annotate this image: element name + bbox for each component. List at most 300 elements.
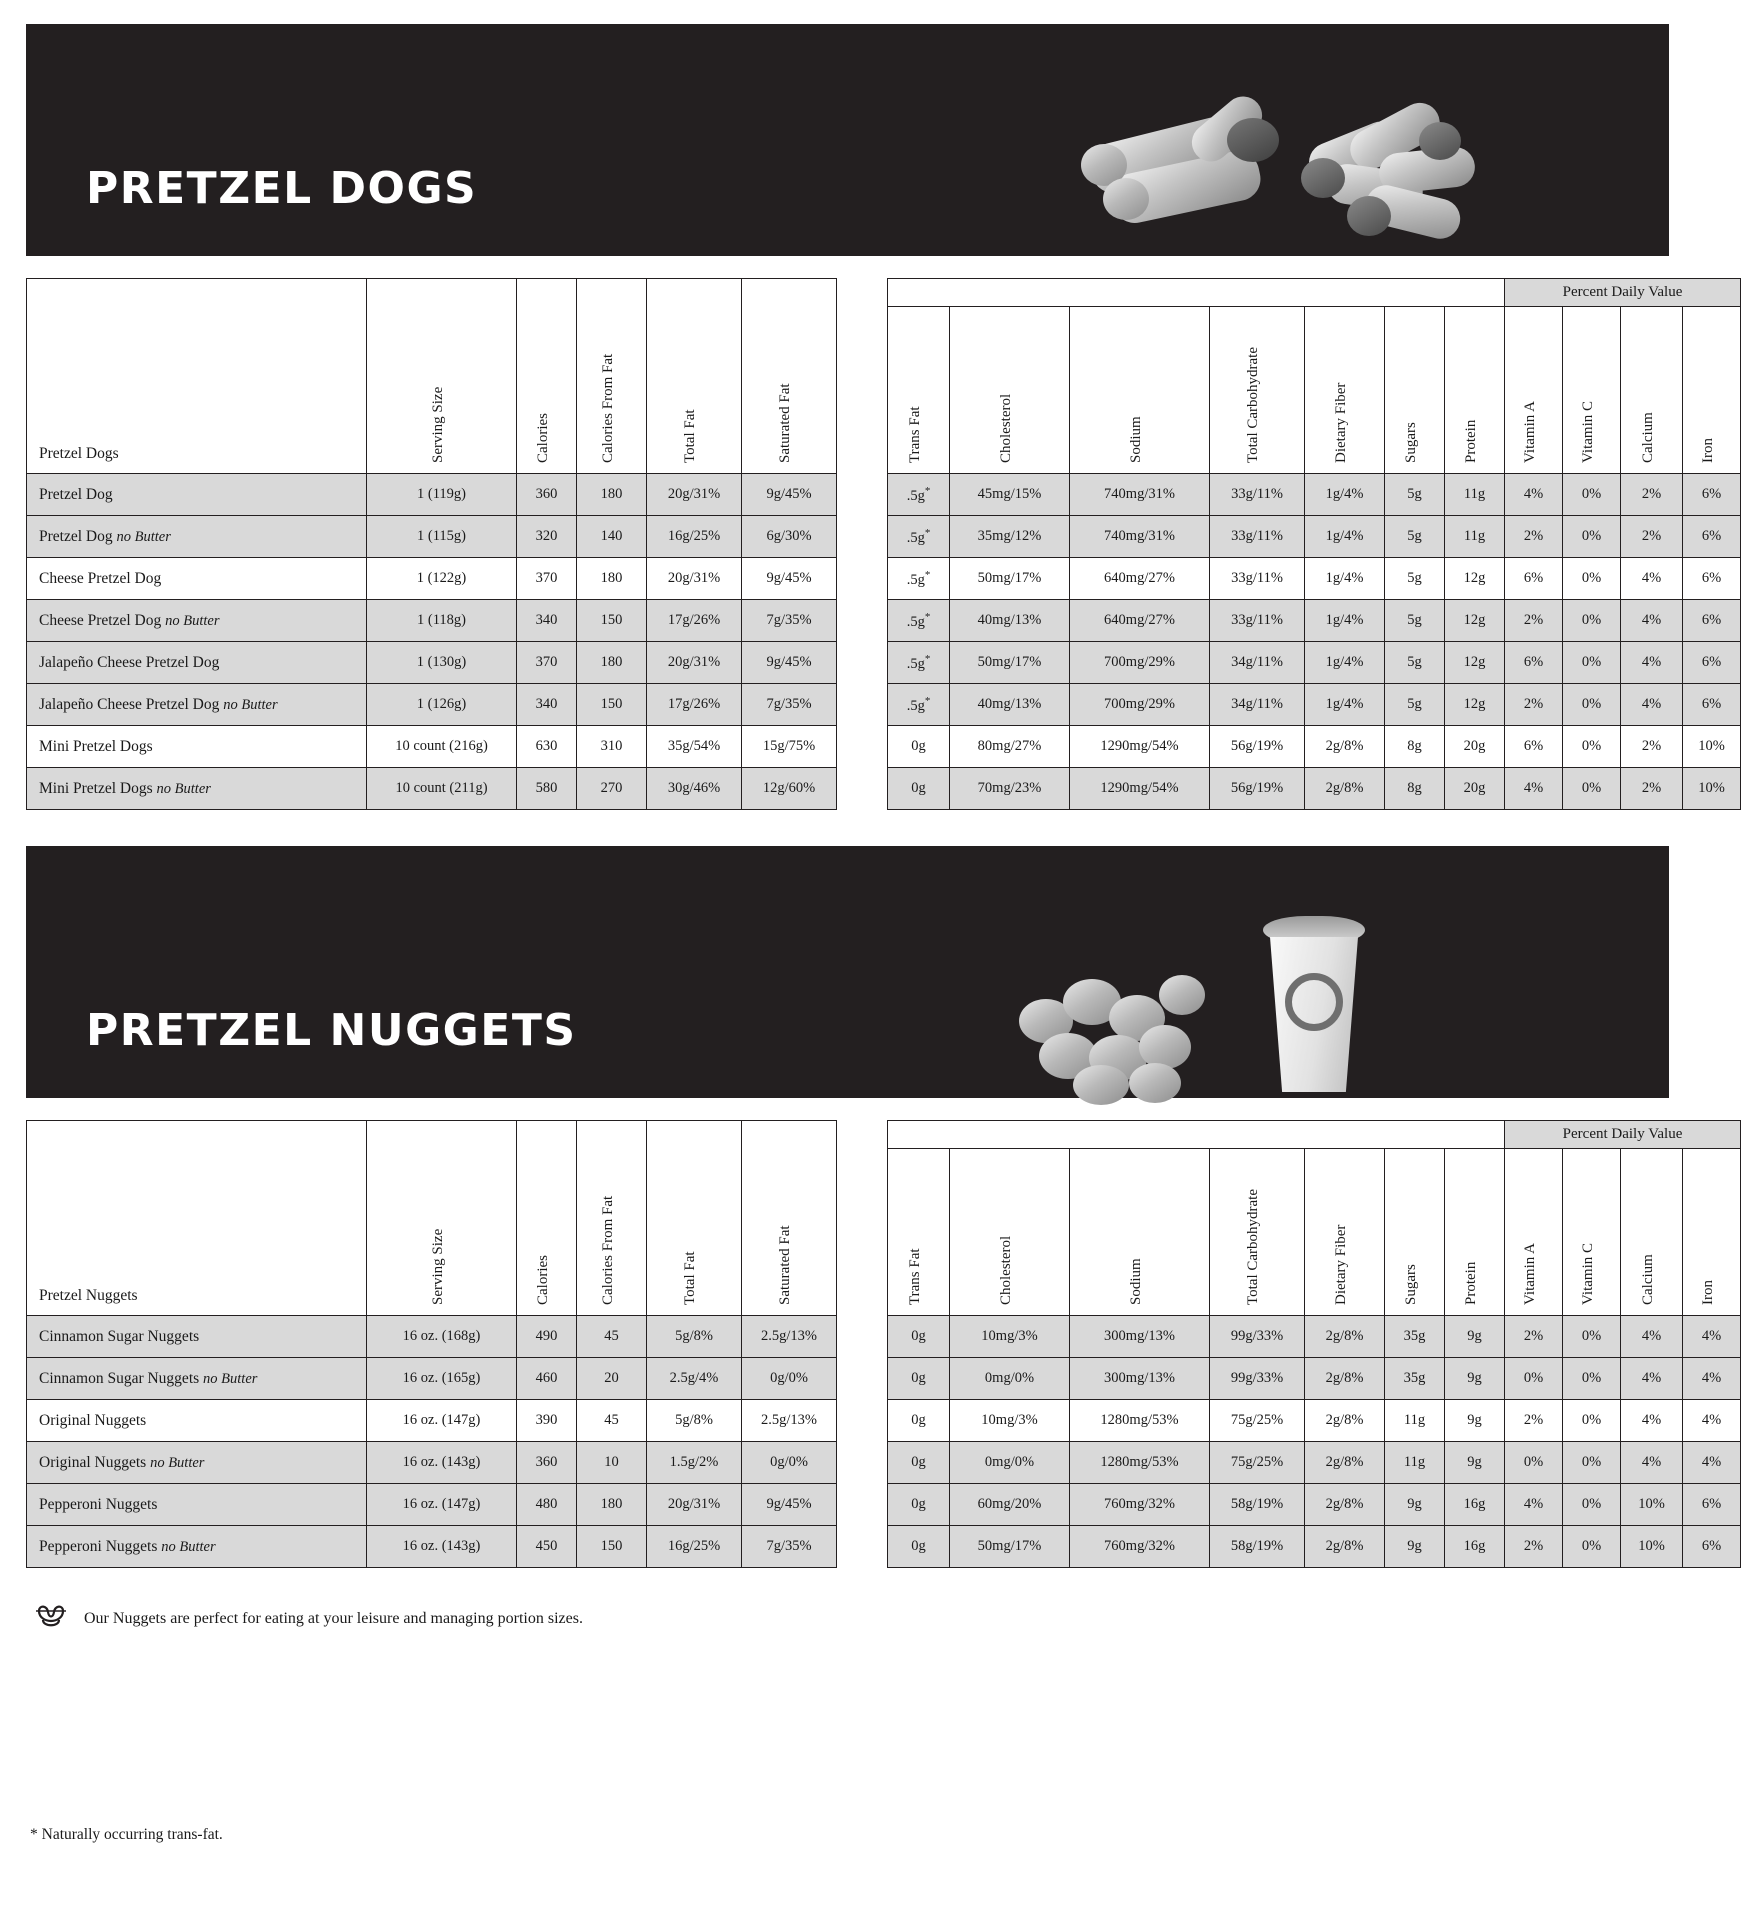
cell-protein: 12g: [1445, 642, 1505, 684]
cell-fiber: 2g/8%: [1305, 1400, 1385, 1442]
cell-sodium: 300mg/13%: [1070, 1358, 1210, 1400]
trans-fat-asterisk: *: [924, 652, 931, 665]
cell-calcium: 10%: [1621, 1484, 1683, 1526]
cell-protein: 20g: [1445, 726, 1505, 768]
cell-serving-size: 16 oz. (168g): [367, 1316, 517, 1358]
cell-serving-size: 1 (119g): [367, 474, 517, 516]
table-header-calories-from-fat: Calories From Fat: [577, 1121, 647, 1316]
cell-sodium: 700mg/29%: [1070, 642, 1210, 684]
table-header-sodium: Sodium: [1070, 1149, 1210, 1316]
row-item-name: Jalapeño Cheese Pretzel Dog: [27, 642, 367, 684]
cell-iron: 10%: [1683, 768, 1741, 810]
table-header-item: Pretzel Nuggets: [27, 1121, 367, 1316]
cell-vitamin-a: 6%: [1505, 558, 1563, 600]
cell-vitamin-c: 0%: [1563, 1400, 1621, 1442]
table-row: [27, 1442, 837, 1484]
table-row: [27, 726, 837, 768]
cell-total-fat: 16g/25%: [647, 516, 742, 558]
nuggets-note-text: Our Nuggets are perfect for eating at your leisure and managing portion sizes.: [84, 1610, 583, 1627]
cell-total-fat: 17g/26%: [647, 684, 742, 726]
cell-sodium: 760mg/32%: [1070, 1484, 1210, 1526]
table-row: [27, 600, 837, 642]
cell-sugars: 9g: [1385, 1526, 1445, 1568]
cell-vitamin-c: 0%: [1563, 516, 1621, 558]
cell-sugars: 11g: [1385, 1442, 1445, 1484]
row-item-name: Cheese Pretzel Dog no Butter: [27, 600, 367, 642]
cell-protein: 20g: [1445, 768, 1505, 810]
cell-carbohydrate: 34g/11%: [1210, 642, 1305, 684]
cell-vitamin-c: 0%: [1563, 1316, 1621, 1358]
cell-calories: 370: [517, 642, 577, 684]
cell-vitamin-a: 2%: [1505, 600, 1563, 642]
cell-protein: 16g: [1445, 1526, 1505, 1568]
cell-calories-from-fat: 180: [577, 642, 647, 684]
cell-saturated-fat: 0g/0%: [742, 1358, 837, 1400]
cell-carbohydrate: 75g/25%: [1210, 1442, 1305, 1484]
table-header-iron: Iron: [1683, 307, 1741, 474]
cell-calcium: 4%: [1621, 558, 1683, 600]
cell-fiber: 2g/8%: [1305, 1358, 1385, 1400]
table-header-calories: Calories: [517, 279, 577, 474]
cell-calories-from-fat: 150: [577, 600, 647, 642]
table-header-vitamin-a: Vitamin A: [1505, 1149, 1563, 1316]
cell-carbohydrate: 58g/19%: [1210, 1484, 1305, 1526]
cell-cholesterol: 50mg/17%: [950, 642, 1070, 684]
cell-serving-size: 16 oz. (143g): [367, 1442, 517, 1484]
cell-serving-size: 1 (126g): [367, 684, 517, 726]
cell-calcium: 2%: [1621, 516, 1683, 558]
cell-cholesterol: 10mg/3%: [950, 1400, 1070, 1442]
cell-cholesterol: 40mg/13%: [950, 684, 1070, 726]
table-header-dietary-fiber: Dietary Fiber: [1305, 307, 1385, 474]
cell-sodium: 760mg/32%: [1070, 1526, 1210, 1568]
cell-vitamin-a: 2%: [1505, 1316, 1563, 1358]
table-header-serving-size: Serving Size: [367, 279, 517, 474]
cell-sugars: 11g: [1385, 1400, 1445, 1442]
tables-row-pretzel-nuggets: [0, 1098, 1722, 1568]
cell-sodium: 300mg/13%: [1070, 1316, 1210, 1358]
cell-sodium: 1290mg/54%: [1070, 726, 1210, 768]
nutrition-table-right-dogs: [887, 278, 1741, 810]
cell-calories-from-fat: 45: [577, 1316, 647, 1358]
section-title: PRETZEL NUGGETS: [86, 1005, 577, 1056]
cell-iron: 6%: [1683, 642, 1741, 684]
row-item-name: Pretzel Dog no Butter: [27, 516, 367, 558]
table-row: [27, 558, 837, 600]
cell-total-fat: 5g/8%: [647, 1316, 742, 1358]
table-row: [27, 1526, 837, 1568]
section-banner-pretzel-dogs: [26, 24, 1669, 256]
cell-carbohydrate: 58g/19%: [1210, 1526, 1305, 1568]
table-row: [888, 558, 1741, 600]
cell-vitamin-c: 0%: [1563, 474, 1621, 516]
table-row: [27, 516, 837, 558]
cell-calories-from-fat: 180: [577, 474, 647, 516]
cell-vitamin-a: 6%: [1505, 642, 1563, 684]
table-row: [27, 1484, 837, 1526]
cell-total-fat: 20g/31%: [647, 474, 742, 516]
cell-iron: 6%: [1683, 1526, 1741, 1568]
section-banner-pretzel-nuggets: [26, 846, 1669, 1098]
row-item-name: Jalapeño Cheese Pretzel Dog no Butter: [27, 684, 367, 726]
cell-total-fat: 5g/8%: [647, 1400, 742, 1442]
cell-total-fat: 20g/31%: [647, 558, 742, 600]
cell-saturated-fat: 7g/35%: [742, 1526, 837, 1568]
row-item-name: Original Nuggets: [27, 1400, 367, 1442]
cell-calories: 460: [517, 1358, 577, 1400]
cell-cholesterol: 70mg/23%: [950, 768, 1070, 810]
cell-protein: 12g: [1445, 558, 1505, 600]
cell-cholesterol: 35mg/12%: [950, 516, 1070, 558]
cell-fiber: 1g/4%: [1305, 642, 1385, 684]
cell-cholesterol: 0mg/0%: [950, 1358, 1070, 1400]
cell-fiber: 1g/4%: [1305, 474, 1385, 516]
table-header-calories: Calories: [517, 1121, 577, 1316]
cell-sugars: 35g: [1385, 1358, 1445, 1400]
cell-sodium: 740mg/31%: [1070, 474, 1210, 516]
cell-sugars: 9g: [1385, 1484, 1445, 1526]
table-header-calories-from-fat: Calories From Fat: [577, 279, 647, 474]
cell-fiber: 1g/4%: [1305, 600, 1385, 642]
table-header-sugars: Sugars: [1385, 307, 1445, 474]
row-item-name: Mini Pretzel Dogs no Butter: [27, 768, 367, 810]
nuggets-cup: [1259, 937, 1369, 1092]
cell-saturated-fat: 9g/45%: [742, 642, 837, 684]
cell-calories: 360: [517, 1442, 577, 1484]
trans-fat-asterisk: *: [924, 610, 931, 623]
cell-sugars: 5g: [1385, 474, 1445, 516]
cell-calories-from-fat: 180: [577, 558, 647, 600]
cell-trans-fat: 0g: [888, 1358, 950, 1400]
cell-calories-from-fat: 140: [577, 516, 647, 558]
cell-protein: 9g: [1445, 1316, 1505, 1358]
cell-iron: 6%: [1683, 516, 1741, 558]
cell-protein: 9g: [1445, 1400, 1505, 1442]
cell-sodium: 640mg/27%: [1070, 558, 1210, 600]
cell-trans-fat: .5g*: [888, 558, 950, 600]
table-header-calcium: Calcium: [1621, 307, 1683, 474]
cell-cholesterol: 50mg/17%: [950, 1526, 1070, 1568]
table-header-sugars: Sugars: [1385, 1149, 1445, 1316]
cell-calcium: 4%: [1621, 1358, 1683, 1400]
row-item-name: Pepperoni Nuggets: [27, 1484, 367, 1526]
cell-cholesterol: 80mg/27%: [950, 726, 1070, 768]
cell-calories-from-fat: 180: [577, 1484, 647, 1526]
section-title: PRETZEL DOGS: [86, 163, 478, 214]
table-row: [27, 1316, 837, 1358]
cell-saturated-fat: 9g/45%: [742, 1484, 837, 1526]
table-row: [27, 474, 837, 516]
cell-saturated-fat: 7g/35%: [742, 600, 837, 642]
table-row: [888, 1316, 1741, 1358]
cell-sodium: 1280mg/53%: [1070, 1400, 1210, 1442]
cell-protein: 9g: [1445, 1358, 1505, 1400]
cell-cholesterol: 10mg/3%: [950, 1316, 1070, 1358]
table-row: [888, 1484, 1741, 1526]
cell-cholesterol: 0mg/0%: [950, 1442, 1070, 1484]
cell-saturated-fat: 15g/75%: [742, 726, 837, 768]
cell-vitamin-a: 4%: [1505, 474, 1563, 516]
cell-total-fat: 20g/31%: [647, 642, 742, 684]
cell-calories-from-fat: 270: [577, 768, 647, 810]
nutrition-table-left-nuggets: [26, 1120, 837, 1568]
cell-vitamin-a: 4%: [1505, 1484, 1563, 1526]
cell-serving-size: 1 (122g): [367, 558, 517, 600]
cell-calories: 370: [517, 558, 577, 600]
row-item-name: Cinnamon Sugar Nuggets: [27, 1316, 367, 1358]
cell-carbohydrate: 33g/11%: [1210, 600, 1305, 642]
cell-calcium: 4%: [1621, 1400, 1683, 1442]
cell-trans-fat: .5g*: [888, 684, 950, 726]
cell-protein: 9g: [1445, 1442, 1505, 1484]
cell-iron: 6%: [1683, 684, 1741, 726]
trans-fat-asterisk: *: [924, 694, 931, 707]
cell-fiber: 2g/8%: [1305, 1316, 1385, 1358]
cell-carbohydrate: 56g/19%: [1210, 768, 1305, 810]
cell-vitamin-c: 0%: [1563, 726, 1621, 768]
cell-sugars: 5g: [1385, 600, 1445, 642]
cell-calories: 320: [517, 516, 577, 558]
table-row: [27, 642, 837, 684]
cell-calcium: 4%: [1621, 600, 1683, 642]
cell-protein: 11g: [1445, 474, 1505, 516]
pretzel-nuggets-photo: [1009, 917, 1369, 1092]
cell-saturated-fat: 2.5g/13%: [742, 1316, 837, 1358]
cell-cholesterol: 40mg/13%: [950, 600, 1070, 642]
pdv-spacer: [888, 279, 1505, 307]
cell-serving-size: 10 count (216g): [367, 726, 517, 768]
cell-trans-fat: 0g: [888, 1526, 950, 1568]
cell-calories-from-fat: 20: [577, 1358, 647, 1400]
table-header-serving-size: Serving Size: [367, 1121, 517, 1316]
cell-vitamin-c: 0%: [1563, 558, 1621, 600]
cell-protein: 12g: [1445, 600, 1505, 642]
cell-trans-fat: .5g*: [888, 474, 950, 516]
table-header-total-fat: Total Fat: [647, 279, 742, 474]
table-header-protein: Protein: [1445, 307, 1505, 474]
cell-saturated-fat: 9g/45%: [742, 558, 837, 600]
cell-saturated-fat: 0g/0%: [742, 1442, 837, 1484]
cell-carbohydrate: 33g/11%: [1210, 474, 1305, 516]
cell-calcium: 4%: [1621, 1442, 1683, 1484]
cell-vitamin-a: 4%: [1505, 768, 1563, 810]
cell-serving-size: 16 oz. (143g): [367, 1526, 517, 1568]
cell-saturated-fat: 12g/60%: [742, 768, 837, 810]
cell-saturated-fat: 2.5g/13%: [742, 1400, 837, 1442]
cell-calories: 340: [517, 684, 577, 726]
cell-calories-from-fat: 310: [577, 726, 647, 768]
cell-total-fat: 2.5g/4%: [647, 1358, 742, 1400]
cell-iron: 4%: [1683, 1400, 1741, 1442]
cell-calories: 630: [517, 726, 577, 768]
cell-trans-fat: 0g: [888, 1484, 950, 1526]
cell-sugars: 5g: [1385, 558, 1445, 600]
cell-carbohydrate: 33g/11%: [1210, 516, 1305, 558]
table-row: [888, 684, 1741, 726]
table-header-iron: Iron: [1683, 1149, 1741, 1316]
cell-protein: 12g: [1445, 684, 1505, 726]
table-row: [27, 1400, 837, 1442]
pdv-spacer: [888, 1121, 1505, 1149]
cell-iron: 4%: [1683, 1358, 1741, 1400]
cell-total-fat: 35g/54%: [647, 726, 742, 768]
cell-vitamin-c: 0%: [1563, 1442, 1621, 1484]
cell-trans-fat: 0g: [888, 1442, 950, 1484]
cell-total-fat: 17g/26%: [647, 600, 742, 642]
cell-total-fat: 16g/25%: [647, 1526, 742, 1568]
cell-vitamin-a: 0%: [1505, 1442, 1563, 1484]
table-header-vitamin-c: Vitamin C: [1563, 307, 1621, 474]
cell-vitamin-a: 2%: [1505, 1400, 1563, 1442]
cell-vitamin-a: 2%: [1505, 684, 1563, 726]
cell-calcium: 2%: [1621, 726, 1683, 768]
tables-row-pretzel-dogs: [0, 256, 1725, 810]
cell-trans-fat: 0g: [888, 726, 950, 768]
cell-sodium: 700mg/29%: [1070, 684, 1210, 726]
cell-vitamin-c: 0%: [1563, 768, 1621, 810]
table-row: [888, 1358, 1741, 1400]
cell-vitamin-a: 6%: [1505, 726, 1563, 768]
cell-sugars: 5g: [1385, 684, 1445, 726]
cell-serving-size: 16 oz. (165g): [367, 1358, 517, 1400]
cell-sodium: 740mg/31%: [1070, 516, 1210, 558]
cell-vitamin-c: 0%: [1563, 1484, 1621, 1526]
cell-fiber: 2g/8%: [1305, 1526, 1385, 1568]
table-header-dietary-fiber: Dietary Fiber: [1305, 1149, 1385, 1316]
table-header-saturated-fat: Saturated Fat: [742, 279, 837, 474]
table-row: [888, 768, 1741, 810]
table-header-sodium: Sodium: [1070, 307, 1210, 474]
cell-sodium: 1290mg/54%: [1070, 768, 1210, 810]
table-row: [888, 474, 1741, 516]
cell-carbohydrate: 99g/33%: [1210, 1316, 1305, 1358]
table-row: [888, 726, 1741, 768]
cell-vitamin-a: 0%: [1505, 1358, 1563, 1400]
cell-fiber: 1g/4%: [1305, 558, 1385, 600]
table-header-total-carbohydrate: Total Carbohydrate: [1210, 1149, 1305, 1316]
nutrition-table-left-dogs: [26, 278, 837, 810]
cell-carbohydrate: 33g/11%: [1210, 558, 1305, 600]
cell-sodium: 1280mg/53%: [1070, 1442, 1210, 1484]
cell-calories-from-fat: 45: [577, 1400, 647, 1442]
cell-carbohydrate: 99g/33%: [1210, 1358, 1305, 1400]
cell-serving-size: 16 oz. (147g): [367, 1484, 517, 1526]
cell-trans-fat: 0g: [888, 1400, 950, 1442]
pretzel-logo-icon: [1285, 973, 1343, 1031]
cell-calcium: 4%: [1621, 642, 1683, 684]
cell-vitamin-c: 0%: [1563, 642, 1621, 684]
nutrition-table-right-nuggets: [887, 1120, 1741, 1568]
cell-calories-from-fat: 10: [577, 1442, 647, 1484]
row-item-name: Cheese Pretzel Dog: [27, 558, 367, 600]
cell-trans-fat: .5g*: [888, 642, 950, 684]
cell-calories: 360: [517, 474, 577, 516]
cell-fiber: 1g/4%: [1305, 684, 1385, 726]
table-header-vitamin-c: Vitamin C: [1563, 1149, 1621, 1316]
trans-fat-asterisk: *: [924, 484, 931, 497]
cell-calories: 490: [517, 1316, 577, 1358]
percent-daily-value-header: Percent Daily Value: [1505, 1121, 1741, 1149]
cell-calories: 340: [517, 600, 577, 642]
table-row: [27, 1358, 837, 1400]
cell-calcium: 10%: [1621, 1526, 1683, 1568]
cell-vitamin-c: 0%: [1563, 684, 1621, 726]
cell-carbohydrate: 75g/25%: [1210, 1400, 1305, 1442]
cell-carbohydrate: 56g/19%: [1210, 726, 1305, 768]
table-header-trans-fat: Trans Fat: [888, 1149, 950, 1316]
cell-protein: 11g: [1445, 516, 1505, 558]
cell-carbohydrate: 34g/11%: [1210, 684, 1305, 726]
table-header-protein: Protein: [1445, 1149, 1505, 1316]
page-footnote: * Naturally occurring trans-fat.: [30, 1826, 223, 1843]
table-row: [27, 684, 837, 726]
cell-fiber: 2g/8%: [1305, 768, 1385, 810]
cell-calcium: 4%: [1621, 1316, 1683, 1358]
table-row: [27, 768, 837, 810]
cell-cholesterol: 60mg/20%: [950, 1484, 1070, 1526]
cell-iron: 10%: [1683, 726, 1741, 768]
cell-iron: 4%: [1683, 1442, 1741, 1484]
cell-trans-fat: .5g*: [888, 516, 950, 558]
table-header-total-fat: Total Fat: [647, 1121, 742, 1316]
cell-saturated-fat: 6g/30%: [742, 516, 837, 558]
percent-daily-value-header: Percent Daily Value: [1505, 279, 1741, 307]
table-row: [888, 1526, 1741, 1568]
row-item-name: Cinnamon Sugar Nuggets no Butter: [27, 1358, 367, 1400]
cell-serving-size: 1 (130g): [367, 642, 517, 684]
cell-sugars: 5g: [1385, 642, 1445, 684]
trans-fat-asterisk: *: [924, 526, 931, 539]
cell-serving-size: 16 oz. (147g): [367, 1400, 517, 1442]
cell-calories-from-fat: 150: [577, 1526, 647, 1568]
cell-calcium: 2%: [1621, 474, 1683, 516]
table-header-trans-fat: Trans Fat: [888, 307, 950, 474]
cell-fiber: 2g/8%: [1305, 1442, 1385, 1484]
cell-total-fat: 1.5g/2%: [647, 1442, 742, 1484]
cell-trans-fat: 0g: [888, 768, 950, 810]
cell-total-fat: 20g/31%: [647, 1484, 742, 1526]
cell-protein: 16g: [1445, 1484, 1505, 1526]
cell-iron: 6%: [1683, 600, 1741, 642]
cell-sugars: 5g: [1385, 516, 1445, 558]
nutrition-page: [0, 24, 1725, 1884]
cell-calories: 390: [517, 1400, 577, 1442]
table-row: [888, 1442, 1741, 1484]
table-header-calcium: Calcium: [1621, 1149, 1683, 1316]
pretzel-icon: [34, 1602, 68, 1636]
table-header-saturated-fat: Saturated Fat: [742, 1121, 837, 1316]
table-row: [888, 642, 1741, 684]
cell-fiber: 2g/8%: [1305, 726, 1385, 768]
cell-sugars: 8g: [1385, 768, 1445, 810]
cell-calories: 450: [517, 1526, 577, 1568]
cell-calcium: 4%: [1621, 684, 1683, 726]
cell-sugars: 8g: [1385, 726, 1445, 768]
table-header-total-carbohydrate: Total Carbohydrate: [1210, 307, 1305, 474]
table-row: [888, 600, 1741, 642]
cell-vitamin-c: 0%: [1563, 1358, 1621, 1400]
cell-serving-size: 1 (115g): [367, 516, 517, 558]
cell-iron: 4%: [1683, 1316, 1741, 1358]
table-header-cholesterol: Cholesterol: [950, 1149, 1070, 1316]
trans-fat-asterisk: *: [924, 568, 931, 581]
pretzel-dogs-photo: [1079, 88, 1549, 238]
cell-saturated-fat: 9g/45%: [742, 474, 837, 516]
cell-cholesterol: 45mg/15%: [950, 474, 1070, 516]
cell-calories: 580: [517, 768, 577, 810]
cell-serving-size: 10 count (211g): [367, 768, 517, 810]
cell-iron: 6%: [1683, 1484, 1741, 1526]
